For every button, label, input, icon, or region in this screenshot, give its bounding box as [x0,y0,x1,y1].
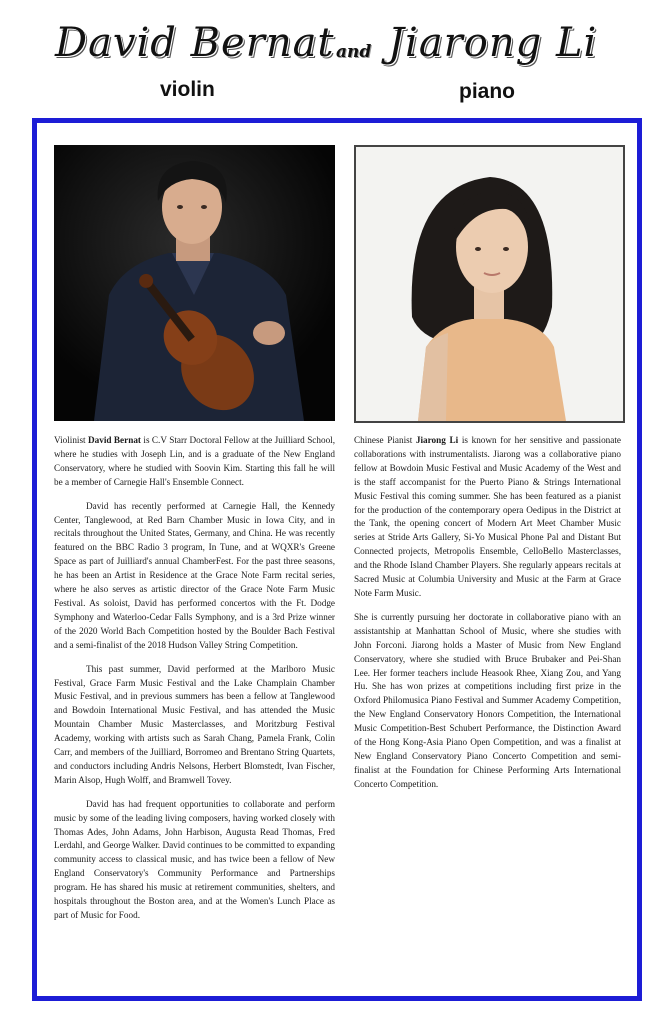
bio-paragraph: This past summer, David performed at the Marlboro Music Festival, Grace Farm Music Festival and the Lake Champlain Chamber Music Festival, and in previous summers has been a fellow at Tanglewood and Bowdoin International Music Festival, and has attended the Music Mountain Chamber Music Masterclasses, and Moritzburg Festival Academy, working with artists such as Sarah Chang, Pamela Frank, Colin Carr, and members of the Juilliard, Borromeo and Brentano String Quartets, and conductors including Andris Nelsons, Herbert Blomstedt, Ivan Fischer, Marin Alsop, Hugh Wolff, and Bramwell Tovey. [54,663,335,785]
bio-paragraph: David has recently performed at Carnegie Hall, the Kennedy Center, Tanglewood, at Red Barn Chamber Music in Iowa City, and in recitals throughout the United States, Germany, and China. He was recently featured on the BBC Radio 3 program, In Tune, and at WQXR's Greene Space as part of Juilliard's annual ChamberFest. For the past three seasons, he has been an Artist in Residence at the Grace Note Farm recital series, where he also serves as artistic director of the Grace Note Farm Music Festival. As soloist, David has performed concertos with the Ft. Dodge Symphony and Waterloo-Cedar Falls Symphony, and is a 3rd Prize winner of the 2020 World Bach Competition hosted by the Boulder Bach Festival and a semi-finalist of the 2018 Hudson Valley String Competition. [54,500,335,650]
instrument-piano-label: piano [459,80,515,103]
bio-name-bold: Jiarong Li [415,435,459,445]
jiarong-li-bio [354,434,621,802]
title-and: and [336,42,372,62]
bio-text: is C.V Starr Doctoral Fellow at the Juilliard School, where he studies with Joseph Lin, and is a graduate of the New England Conservatory, where he studied with Soovin Kim. Starting this fall he will be a member of Carnegie Hall's Ensemble Connect. [54,435,336,487]
bio-paragraph: She is currently pursuing her doctorate in collaborative piano with an assistantship at Manhattan School of Music, where she studies with John Forconi. Jiarong holds a Master of Music from New England Conservatory, where she studied with Bruce Brubaker and Pei-Shan Lee. Her former teachers include Heasook Rhee, Xiang Zou, and Yang Hu. She has won prizes at competitions including first prize in the Oxford Philomusica Piano Festival and Summer Academy Competition, the New England Conservatory Honors Competition, the International Music Competition-Best Schubert Performance, the Distinction Award of the Hong Kong-Asia Piano Open Competition, and was a finalist at New England Conservatory Piano Concerto Competition and semi-finalist at the Foundation for Chinese Performing Arts International Concerto Competition. [354,611,621,789]
bio-lead-text: Violinist [54,435,89,445]
david-bernat-bio [54,434,335,933]
bio-text: is known for her sensitive and passionate collaborations with instrumentalists. Jiarong was a collaborative piano fellow at Bowdoin Music Festival and Music Academy of the West and is the staff accompanist for the Puerto Piano & Strings International Music Festival this coming summer. She has been featured as a pianist for the production of the contemporary opera Oedipus in the District at the Tank, the opening concert of Modern Art Meet Chamber Music series at Stride Arts Gallery, Si-Yo Musical Phone Pal and Distant But Connected projects, Metropolis Ensemble, CelloBello Masterclasses, and the Rhode Island Chamber Players. She regularly appears recitals at Sacred Music at Columbia University and Music at the Farm at Grace Note Farm Music. [354,435,621,598]
jiarong-li-photo [354,145,625,423]
pianist-portrait-image [356,147,623,421]
violinist-portrait-image [54,145,335,421]
bio-frame [32,118,642,1001]
david-bernat-photo [54,145,335,421]
bio-paragraph: David has had frequent opportunities to collaborate and perform music by some of the leading living composers, having worked closely with Thomas Ades, John Adams, John Harbison, Augusta Read Thomas, Fred Lerdahl, and George Walker. David continues to be committed to expanding community access to classical music, and has twice been a fellow of New England Conservatory's Community Performance and Partnerships program. He has shared his music at retirement communities, shelters, and hospitals throughout the Boston area, and at the Women's Lunch Place as part of Music for Food. [54,798,335,920]
bio-lead-text: Chinese Pianist [354,435,416,445]
instrument-violin-label: violin [160,78,215,101]
header [0,0,669,112]
title-name-david-bernat: David Bernat [55,20,335,66]
bio-paragraph [354,434,621,601]
bio-paragraph [54,434,335,490]
bio-name-bold: David Bernat [88,435,141,445]
title-name-jiarong-li: Jiarong Li [388,20,598,66]
